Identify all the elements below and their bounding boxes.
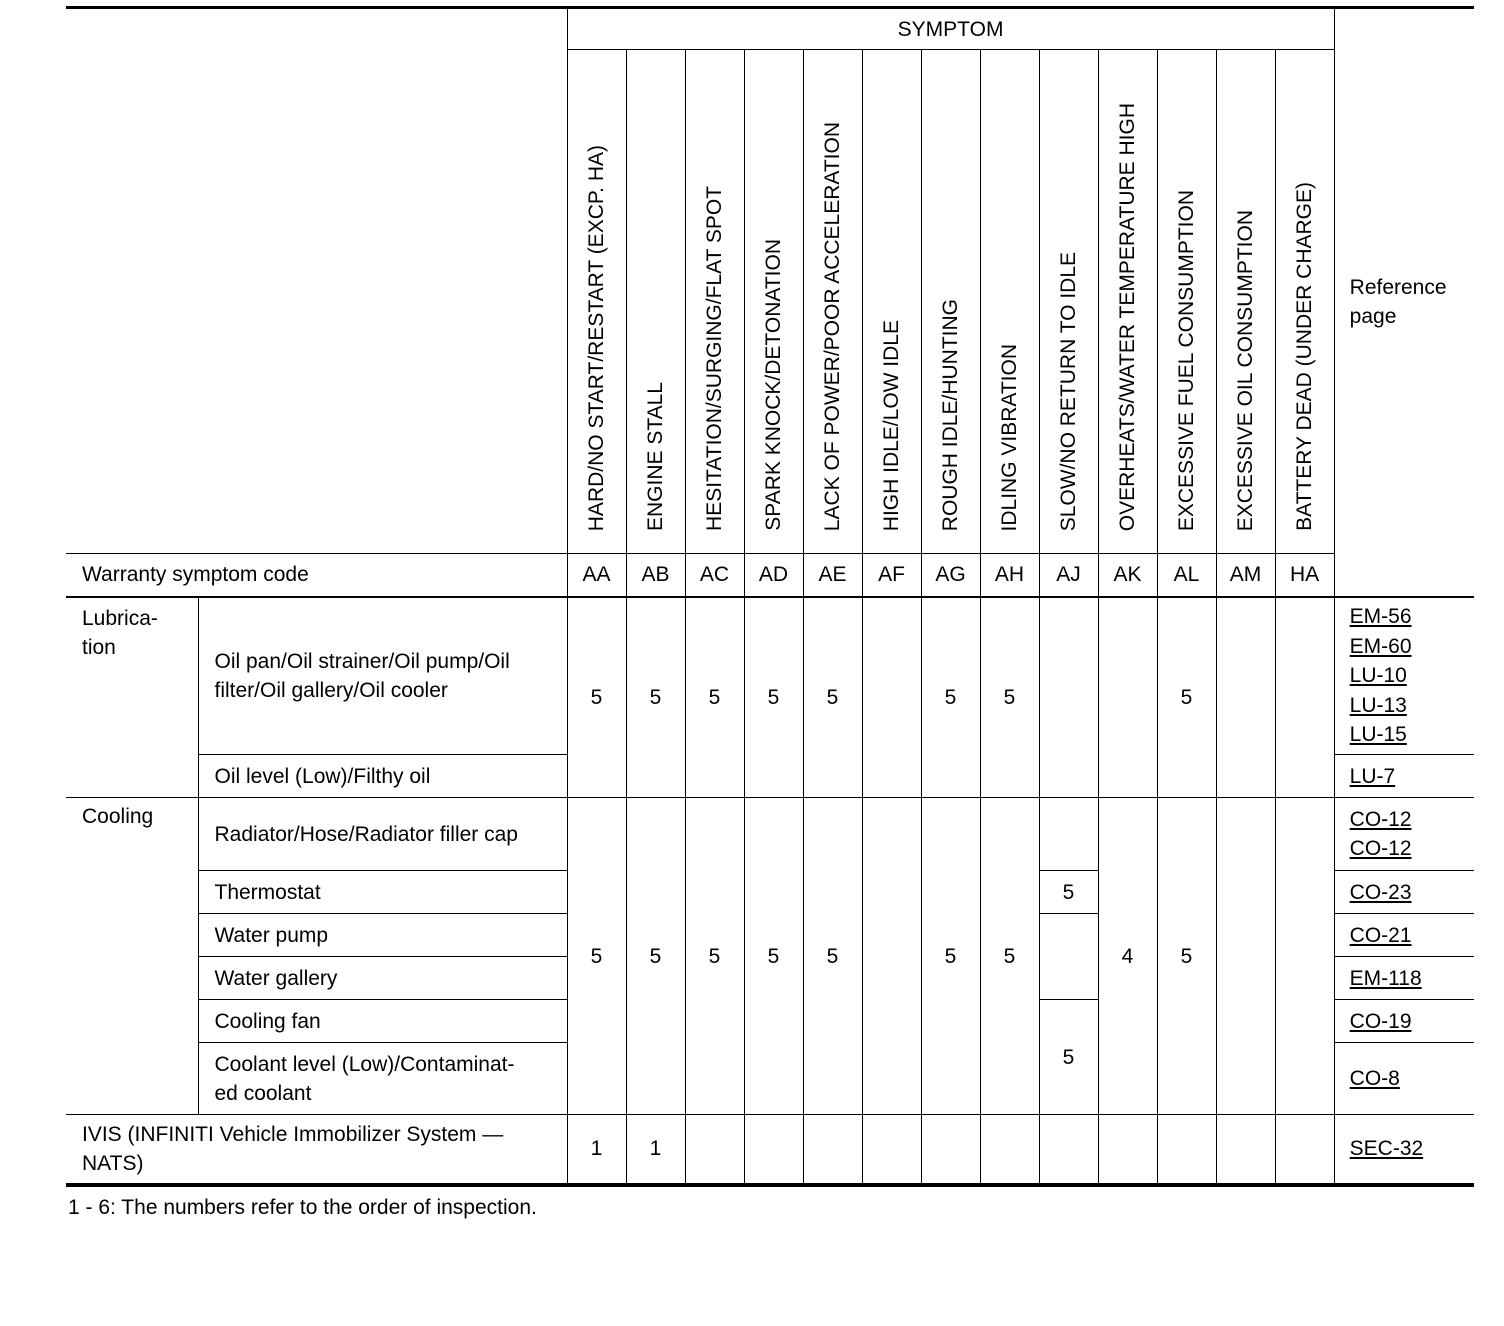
symptom-code-AB: AB bbox=[626, 554, 685, 597]
ref-link[interactable]: EM-60 bbox=[1349, 634, 1412, 658]
cooling-refs-coolant-level bbox=[1334, 1043, 1474, 1115]
ivis-refs bbox=[1334, 1115, 1474, 1185]
cooling-category: Cooling bbox=[66, 798, 198, 1115]
symptom-header-AC bbox=[685, 50, 744, 554]
ivis-AB: 1 bbox=[626, 1115, 685, 1185]
ref-link[interactable]: LU-7 bbox=[1349, 764, 1396, 788]
lub-AJ bbox=[1039, 597, 1098, 798]
lub-AL: 5 bbox=[1157, 597, 1216, 798]
cool-HA bbox=[1275, 798, 1334, 1115]
symptom-label: HESITATION/SURGING/FLAT SPOT bbox=[703, 186, 726, 531]
cooling-item-cooling-fan: Cooling fan bbox=[198, 1000, 567, 1043]
ref-link[interactable]: LU-10 bbox=[1349, 664, 1407, 687]
ivis-AM bbox=[1216, 1115, 1275, 1185]
symptom-header-AE bbox=[803, 50, 862, 554]
symptom-header-AB bbox=[626, 50, 685, 554]
symptom-label: BATTERY DEAD (UNDER CHARGE) bbox=[1293, 182, 1317, 531]
ivis-AF bbox=[862, 1115, 921, 1185]
cool-AD: 5 bbox=[744, 798, 803, 1115]
symptom-label: ENGINE STALL bbox=[644, 382, 667, 531]
cool-AK: 4 bbox=[1098, 798, 1157, 1115]
symptom-header-HA bbox=[1275, 50, 1334, 554]
lub-AK bbox=[1098, 597, 1157, 798]
symptom-header-AL bbox=[1157, 50, 1216, 554]
symptom-title: SYMPTOM bbox=[567, 8, 1334, 50]
symptom-header-AJ bbox=[1039, 50, 1098, 554]
symptom-code-AE: AE bbox=[803, 554, 862, 597]
ref-link[interactable]: EM-56 bbox=[1349, 605, 1412, 628]
ivis-AJ bbox=[1039, 1115, 1098, 1185]
reference-page-header: Reference page bbox=[1334, 8, 1474, 597]
ivis-AD bbox=[744, 1115, 803, 1185]
warranty-symptom-code-label: Warranty symptom code bbox=[66, 554, 567, 597]
cool-AA: 5 bbox=[567, 798, 626, 1115]
lubrication-item-oil-level: Oil level (Low)/Filthy oil bbox=[198, 755, 567, 798]
symptom-code-AD: AD bbox=[744, 554, 803, 597]
ivis-AA: 1 bbox=[567, 1115, 626, 1185]
symptom-code-AG: AG bbox=[921, 554, 980, 597]
symptom-code-AA: AA bbox=[567, 554, 626, 597]
cool-AL: 5 bbox=[1157, 798, 1216, 1115]
cooling-refs-water-gallery bbox=[1334, 957, 1474, 1000]
cooling-item-thermostat: Thermostat bbox=[198, 871, 567, 914]
ivis-AL bbox=[1157, 1115, 1216, 1185]
symptom-label: SPARK KNOCK/DETONATION bbox=[762, 239, 785, 531]
symptom-code-AC: AC bbox=[685, 554, 744, 597]
ivis-AG bbox=[921, 1115, 980, 1185]
symptom-code-AK: AK bbox=[1098, 554, 1157, 597]
symptom-label: ROUGH IDLE/HUNTING bbox=[939, 298, 962, 531]
cool-AF bbox=[862, 798, 921, 1115]
symptom-label: SLOW/NO RETURN TO IDLE bbox=[1057, 251, 1080, 531]
lubrication-refs-2 bbox=[1334, 755, 1474, 798]
symptom-code-AL: AL bbox=[1157, 554, 1216, 597]
ref-link[interactable]: LU-15 bbox=[1349, 723, 1407, 746]
ref-link[interactable]: EM-118 bbox=[1349, 966, 1422, 990]
ref-link[interactable]: CO-21 bbox=[1349, 923, 1412, 947]
lubrication-refs-1 bbox=[1334, 597, 1474, 755]
ref-link[interactable]: SEC-32 bbox=[1349, 1137, 1424, 1161]
cooling-item-water-gallery: Water gallery bbox=[198, 957, 567, 1000]
symptom-code-AJ: AJ bbox=[1039, 554, 1098, 597]
cooling-refs-thermostat bbox=[1334, 871, 1474, 914]
symptom-header-AG bbox=[921, 50, 980, 554]
cooling-refs-radiator bbox=[1334, 798, 1474, 871]
symptom-header-AH bbox=[980, 50, 1039, 554]
ivis-label: IVIS (INFINITI Vehicle Immobilizer System — NATS) bbox=[66, 1115, 567, 1185]
cool-AJ-radiator bbox=[1039, 798, 1098, 871]
symptom-code-AF: AF bbox=[862, 554, 921, 597]
cooling-refs-water-pump bbox=[1334, 914, 1474, 957]
cool-AJ-pump-gallery bbox=[1039, 914, 1098, 1000]
ivis-AC bbox=[685, 1115, 744, 1185]
symptom-code-HA: HA bbox=[1275, 554, 1334, 597]
cool-AH: 5 bbox=[980, 798, 1039, 1115]
lub-HA bbox=[1275, 597, 1334, 798]
ivis-AE bbox=[803, 1115, 862, 1185]
symptom-code-AH: AH bbox=[980, 554, 1039, 597]
symptom-header-AD bbox=[744, 50, 803, 554]
lub-AC: 5 bbox=[685, 597, 744, 798]
symptom-label: EXCESSIVE OIL CONSUMPTION bbox=[1234, 209, 1257, 531]
lub-AM bbox=[1216, 597, 1275, 798]
cooling-item-coolant-level: Coolant level (Low)/Contaminat- ed coolant bbox=[198, 1043, 567, 1115]
cooling-refs-cooling-fan bbox=[1334, 1000, 1474, 1043]
lub-AF bbox=[862, 597, 921, 798]
symptom-label: HARD/NO START/RESTART (EXCP. HA) bbox=[585, 144, 608, 531]
lubrication-category: Lubrica- tion bbox=[66, 597, 198, 798]
cooling-item-water-pump: Water pump bbox=[198, 914, 567, 957]
ref-link[interactable]: LU-13 bbox=[1349, 693, 1407, 717]
lub-AD: 5 bbox=[744, 597, 803, 798]
ref-link[interactable]: CO-19 bbox=[1349, 1009, 1412, 1033]
lub-AE: 5 bbox=[803, 597, 862, 798]
cooling-item-radiator: Radiator/Hose/Radiator filler cap bbox=[198, 798, 567, 871]
lub-AB: 5 bbox=[626, 597, 685, 798]
footnote: 1 - 6: The numbers refer to the order of inspection. bbox=[68, 1196, 537, 1219]
symptom-label: EXCESSIVE FUEL CONSUMPTION bbox=[1175, 189, 1198, 531]
cool-AJ-thermostat: 5 bbox=[1039, 871, 1098, 914]
lub-AH: 5 bbox=[980, 597, 1039, 798]
symptom-label: IDLING VIBRATION bbox=[998, 343, 1021, 531]
cool-AB: 5 bbox=[626, 798, 685, 1115]
symptom-code-AM: AM bbox=[1216, 554, 1275, 597]
cool-AE: 5 bbox=[803, 798, 862, 1115]
symptom-header-AA bbox=[567, 50, 626, 554]
symptom-label: HIGH IDLE/LOW IDLE bbox=[880, 319, 903, 531]
cool-AC: 5 bbox=[685, 798, 744, 1115]
lub-AG: 5 bbox=[921, 597, 980, 798]
ref-link[interactable]: CO-12 bbox=[1349, 808, 1412, 831]
ivis-AH bbox=[980, 1115, 1039, 1185]
ivis-AK bbox=[1098, 1115, 1157, 1185]
ivis-HA bbox=[1275, 1115, 1334, 1185]
ref-link[interactable]: CO-12 bbox=[1349, 837, 1412, 860]
ref-link[interactable]: CO-23 bbox=[1349, 880, 1412, 904]
symptom-label: LACK OF POWER/POOR ACCELERATION bbox=[821, 121, 844, 531]
ref-link[interactable]: CO-8 bbox=[1349, 1067, 1400, 1090]
cool-AJ-fan-coolant: 5 bbox=[1039, 1000, 1098, 1115]
lub-AA: 5 bbox=[567, 597, 626, 798]
cool-AG: 5 bbox=[921, 798, 980, 1115]
diagnosis-table bbox=[66, 6, 1474, 1187]
symptom-label: OVERHEATS/WATER TEMPERATURE HIGH bbox=[1116, 102, 1139, 531]
symptom-header-AM bbox=[1216, 50, 1275, 554]
header-blank-cell bbox=[66, 8, 567, 554]
symptom-header-AK bbox=[1098, 50, 1157, 554]
lubrication-item-oil-pan: Oil pan/Oil strainer/Oil pump/Oil filter/Oil gallery/Oil cooler bbox=[198, 597, 567, 755]
cool-AM bbox=[1216, 798, 1275, 1115]
symptom-header-AF bbox=[862, 50, 921, 554]
